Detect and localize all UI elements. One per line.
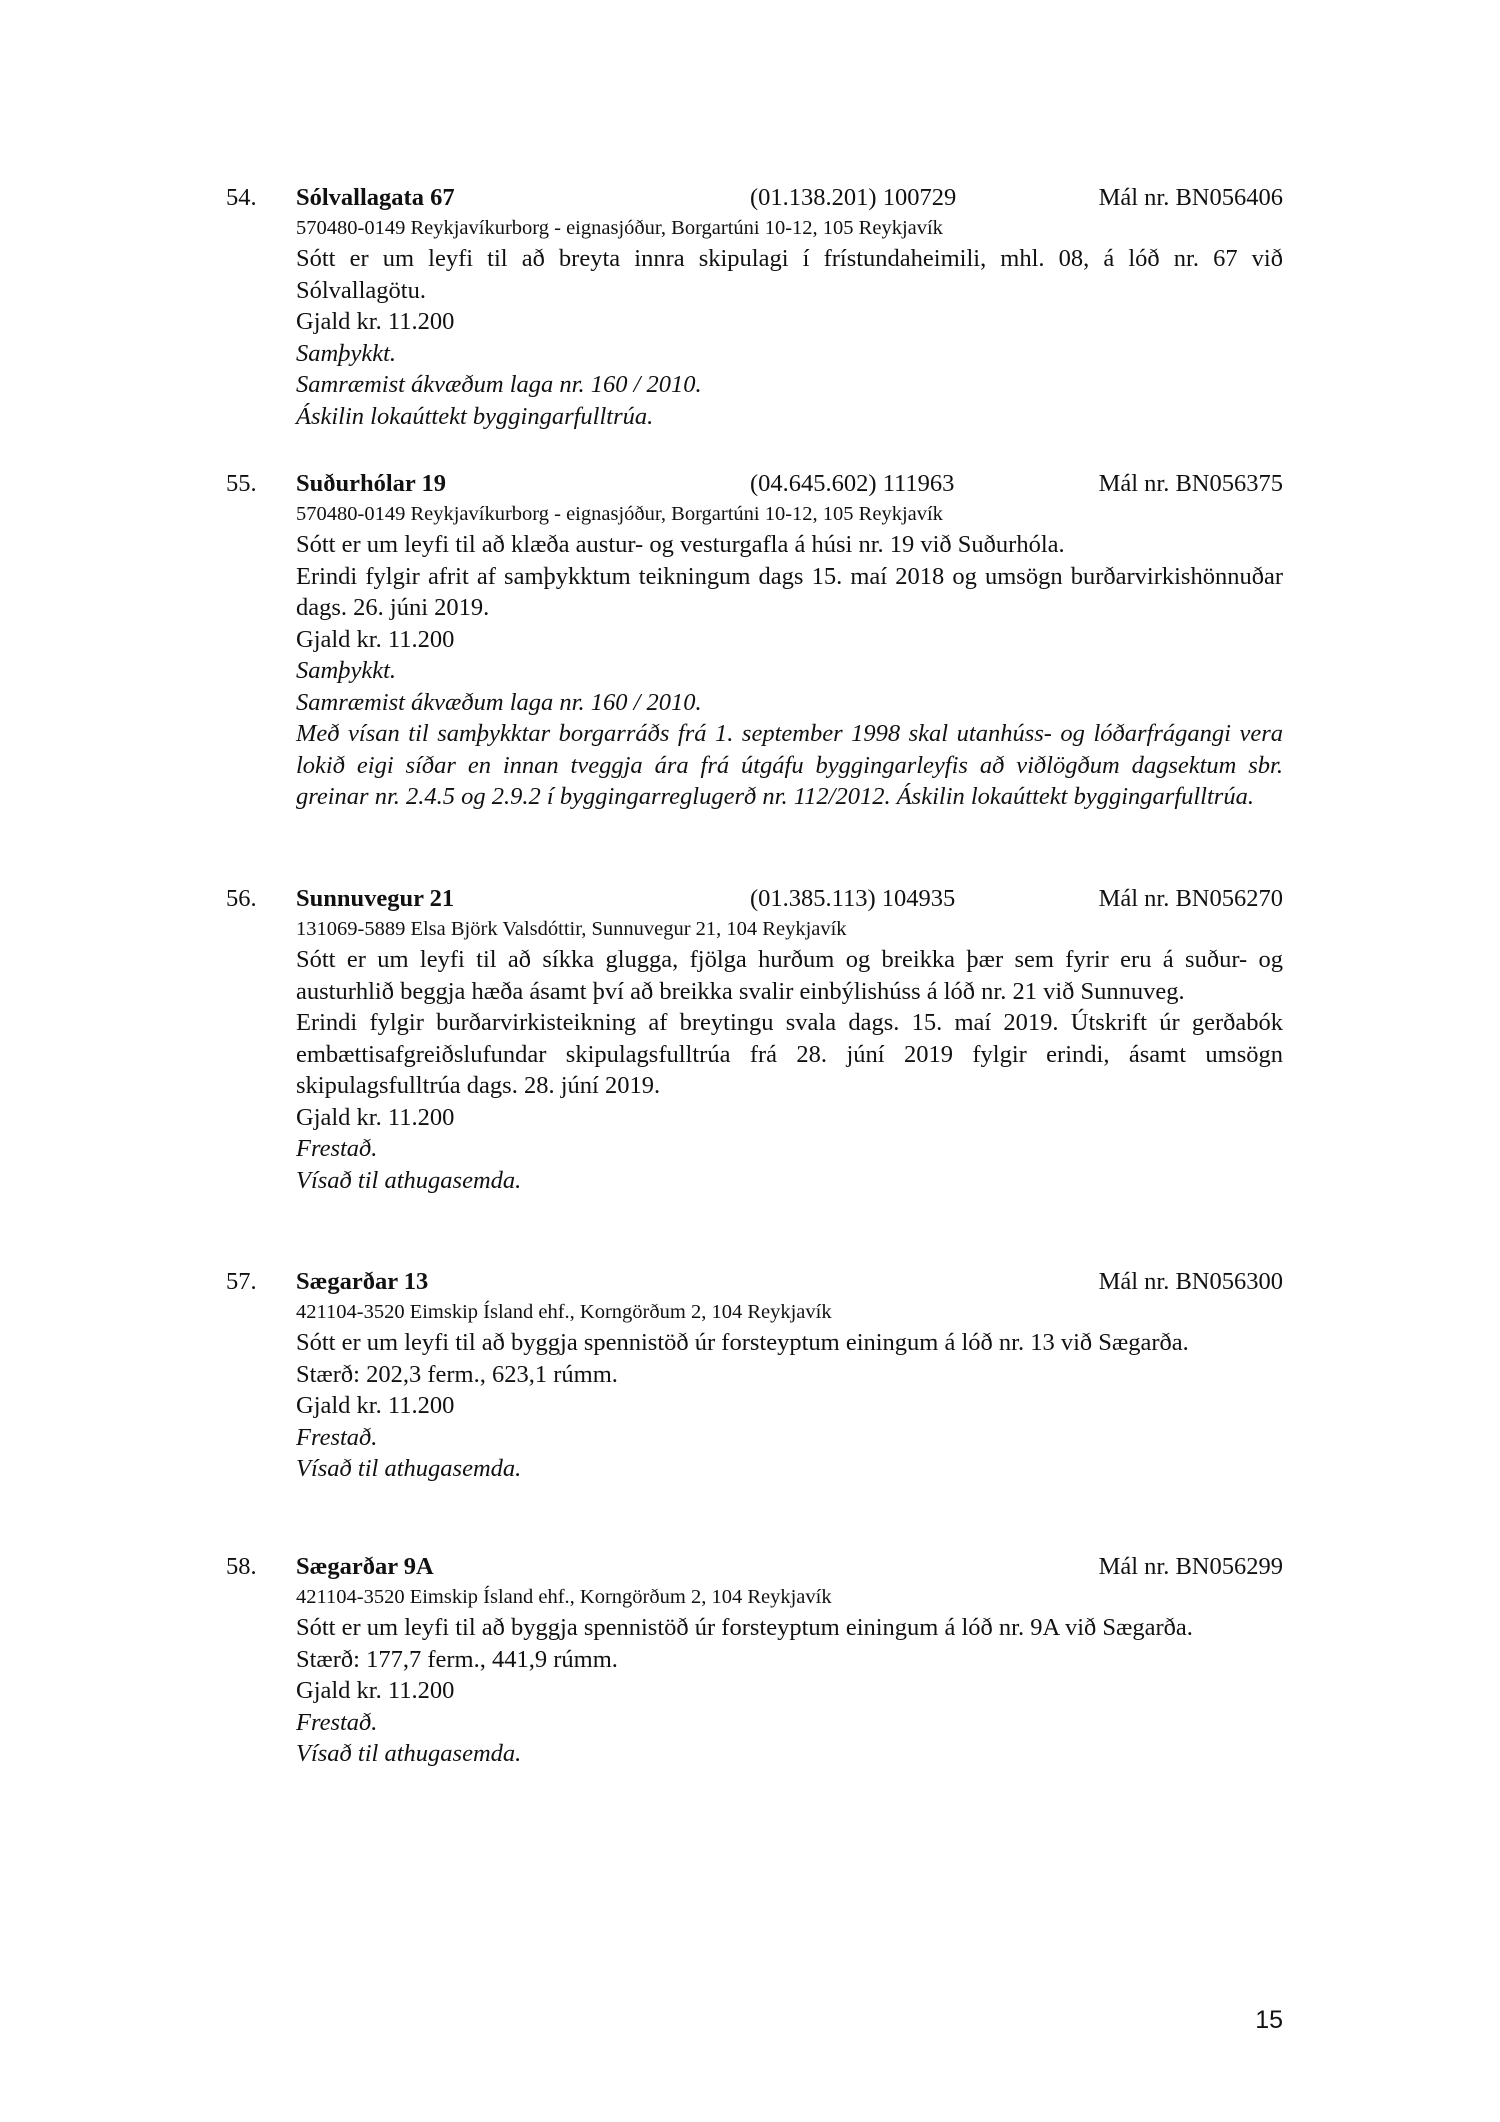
entry-decision: Samþykkt. (296, 657, 396, 684)
entry-reference: (01.138.201) 100729 (750, 184, 957, 211)
entry-header (226, 1266, 1283, 1298)
entry-case-number: Mál nr. BN056270 (1098, 885, 1283, 912)
entry-title: Sægarðar 9A (296, 1553, 434, 1580)
entry-title: Suðurhólar 19 (296, 470, 446, 497)
entry-note: Vísað til athugasemda. (296, 1455, 522, 1482)
entry-note: Áskilin lokaúttekt byggingarfulltrúa. (296, 402, 654, 430)
page-number: 15 (1255, 2006, 1283, 2034)
entry-fee: Gjald kr. 11.200 (296, 1103, 455, 1131)
entry-case-number: Mál nr. BN056299 (1098, 1553, 1283, 1580)
entry-case-number: Mál nr. BN056300 (1098, 1268, 1283, 1295)
entry-title: Sægarðar 13 (296, 1268, 429, 1295)
entry-body (296, 915, 1283, 1196)
entry-title: Sunnuvegur 21 (296, 885, 455, 912)
entry-55 (226, 468, 1283, 813)
entry-57 (226, 1266, 1283, 1485)
entry-applicant: 421104-3520 Eimskip Ísland ehf., Korngörðum 2, 104 Reykjavík (296, 1586, 832, 1608)
entry-58 (226, 1551, 1283, 1770)
entry-reference: (04.645.602) 111963 (750, 470, 955, 497)
entry-decision: Samþykkt. (296, 339, 396, 367)
entry-applicant: 131069-5889 Elsa Björk Valsdóttir, Sunnuvegur 21, 104 Reykjavík (296, 918, 847, 940)
entry-note: Vísað til athugasemda. (296, 1740, 522, 1767)
entry-note: Vísað til athugasemda. (296, 1166, 522, 1194)
entry-size: Stærð: 177,7 ferm., 441,9 rúmm. (296, 1645, 618, 1673)
entry-description: Sótt er um leyfi til að breyta innra skipulagi í frístundaheimili, mhl. 08, á lóð nr. 67 við Sólvallagötu. (296, 245, 1283, 304)
entry-54 (226, 182, 1283, 432)
entry-description: Sótt er um leyfi til að byggja spennistöð úr forsteyptum einingum á lóð nr. 13 við Sægarða. (296, 1329, 1189, 1356)
entry-number: 54. (226, 184, 257, 211)
entry-note: Samræmist ákvæðum laga nr. 160 / 2010. (296, 688, 702, 716)
entry-applicant: 570480-0149 Reykjavíkurborg - eignasjóður, Borgartúni 10-12, 105 Reykjavík (296, 503, 943, 525)
entry-case-number: Mál nr. BN056375 (1098, 470, 1283, 497)
entry-fee: Gjald kr. 11.200 (296, 625, 455, 653)
entry-reference: (01.385.113) 104935 (750, 885, 956, 912)
entry-note: Með vísan til samþykktar borgarráðs frá 1. september 1998 skal utanhúss- og lóðarfrágangi vera lokið eigi síðar en innan tveggja ára frá útgáfu byggingarleyfis að viðlögðum dagsektum sbr. greinar nr. 2.4.5 og 2.9.2 í byggingarreglugerð nr. 112/2012. Áskilin lokaúttekt byggingarfulltrúa. (296, 720, 1283, 810)
entry-applicant: 570480-0149 Reykjavíkurborg - eignasjóður, Borgartúni 10-12, 105 Reykjavík (296, 217, 943, 239)
entry-description: Sótt er um leyfi til að klæða austur- og vesturgafla á húsi nr. 19 við Suðurhóla. (296, 531, 1065, 558)
entry-note: Samræmist ákvæðum laga nr. 160 / 2010. (296, 371, 702, 398)
entry-title: Sólvallagata 67 (296, 184, 455, 211)
entry-body (296, 500, 1283, 813)
entry-header (226, 182, 1283, 214)
entry-case-number: Mál nr. BN056406 (1098, 184, 1283, 211)
entry-number: 58. (226, 1553, 257, 1580)
entry-description: Sótt er um leyfi til að síkka glugga, fjölga hurðum og breikka þær sem fyrir eru á suður- og austurhlið beggja hæða ásamt því að breikka svalir einbýlishúss á lóð nr. 21 við Sunnuveg. (296, 946, 1283, 1005)
entry-decision: Frestað. (296, 1423, 378, 1451)
entry-number: 55. (226, 470, 257, 497)
entry-header (226, 1551, 1283, 1583)
entry-attachment: Erindi fylgir afrit af samþykktum teikningum dags 15. maí 2018 og umsögn burðarvirkishönnuðar dags. 26. júni 2019. (296, 562, 1283, 621)
entry-applicant: 421104-3520 Eimskip Ísland ehf., Korngörðum 2, 104 Reykjavík (296, 1301, 832, 1323)
entry-decision: Frestað. (296, 1708, 378, 1736)
entry-fee: Gjald kr. 11.200 (296, 308, 455, 335)
entry-number: 56. (226, 885, 257, 912)
entry-description: Sótt er um leyfi til að byggja spennistöð úr forsteyptum einingum á lóð nr. 9A við Sægarða. (296, 1614, 1193, 1641)
entry-attachment: Erindi fylgir burðarvirkisteikning af breytingu svala dags. 15. maí 2019. Útskrift úr gerðabók embættisafgreiðslufundar skipulagsfulltrúa frá 28. júní 2019 fylgir erindi, ásamt umsögn skipulagsfulltrúa dags. 28. júní 2019. (296, 1009, 1283, 1099)
entry-fee: Gjald kr. 11.200 (296, 1677, 455, 1704)
entry-body (296, 1583, 1283, 1770)
entry-size: Stærð: 202,3 ferm., 623,1 rúmm. (296, 1360, 618, 1388)
entry-header (226, 883, 1283, 915)
entry-number: 57. (226, 1268, 257, 1295)
entry-fee: Gjald kr. 11.200 (296, 1392, 455, 1419)
entry-header (226, 468, 1283, 500)
entry-body (296, 214, 1283, 432)
entry-56 (226, 883, 1283, 1196)
entry-decision: Frestað. (296, 1135, 378, 1162)
entry-body (296, 1298, 1283, 1485)
